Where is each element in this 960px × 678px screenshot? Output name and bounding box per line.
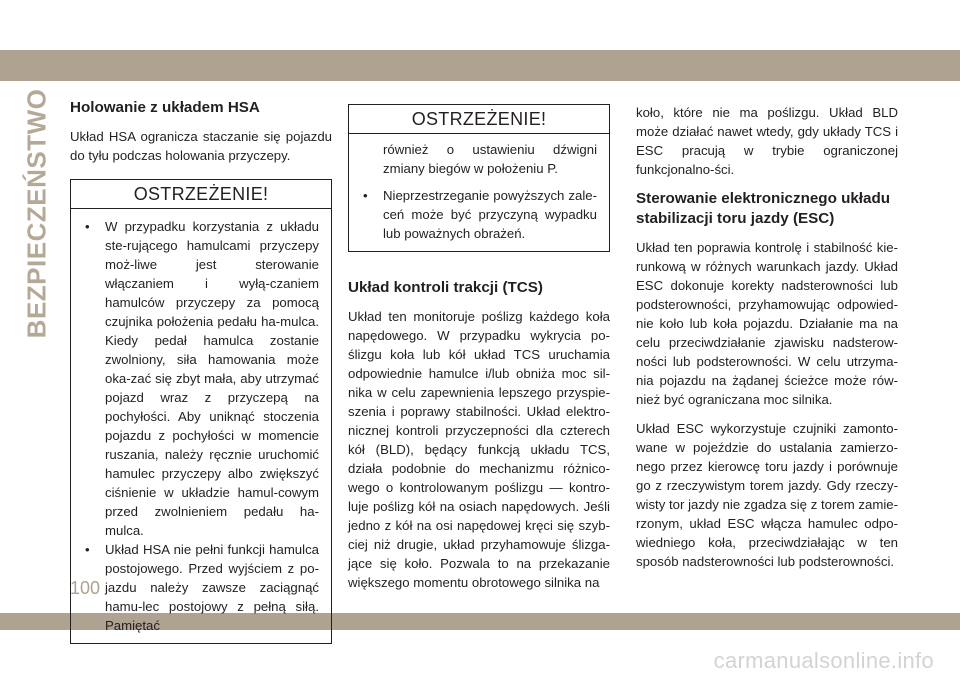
section-side-title [21,88,52,338]
page-number: 100 [70,578,101,598]
esc-paragraph-1: Układ ten poprawia kontrolę i stabilność kie-runkową w różnych warunkach jazdy. Układ ESC dokonuje korekty nadsterowności lub podsterowności, przyhamowując odpowied-nie koło lub koła pojazdu. Działanie ma na celu przeciwdziałanie zjawisku nadsterow-ności lub podsterowności. W celu utrzyma-nia pojazdu na żądanej ścieżce może rów-nież być ograniczana moc silnika. [636,240,898,407]
warning-continuation: również o ustawieniu dźwigni zmiany biegów w położeniu P. [383,142,597,176]
watermark: carmanualsonline.info [713,648,934,673]
warning-box-2 [348,104,610,252]
bullet-icon: • [85,219,90,234]
warning-title: OSTRZEŻENIE! [71,180,331,209]
column-1 [70,98,332,660]
bullet-icon: • [85,542,90,557]
esc-heading: Sterowanie elektronicznego układu stabilizacji toru jazdy (ESC) [636,190,891,227]
hsa-heading: Holowanie z układem HSA [70,99,260,116]
column-2 [348,104,610,602]
warning-list [349,186,609,251]
column-3 [636,103,898,581]
warning-item: • W przypadku korzystania z układu ste-rującego hamulcami przyczepy moż-liwe jest sterowanie włączaniem i wyłą-czaniem hamulców przyczepy za pomocą czujnika położenia pedału ha-mulca. Kiedy pedał hamulca zostanie zwolniony, siła hamowania może oka-zać się zbyt mała, aby utrzymać pojazd wraz z przyczepą na pochyłości. Aby uniknąć stoczenia pojazdu z pochyłości w momencie ruszania, należy ręcznie uruchomić hamulec przyczepy albo zwiększyć ciśnienie w układzie hamul-cowym przed zwolnieniem pedału ha-mulca. [85,219,319,538]
esc-paragraph-2: Układ ESC wykorzystuje czujniki zamonto-wane w pojeździe do ustalania zamierzo-nego przez kierowcę toru jazdy i porównuje go z rzeczywistym torem jazdy. Gdy rzeczy-wisty tor jazdy nie zgadza się z torem zamie-rzonym, układ ESC włącza hamulec odpo-wiedniego koła, przeciwdziałając w ten sposób nadsterowności lub podsterowności. [636,421,898,569]
warning-item: • Układ HSA nie pełni funkcji hamulca postojowego. Przed wyjściem z po-jazdu należy zawsze zaciągnąć hamu-lec postojowy z pełną siłą. Pamiętać [85,542,319,633]
bld-paragraph: koło, które nie ma poślizgu. Układ BLD może działać nawet wtedy, gdy układy TCS i ESC pracują w trybie ograniczonej funkcjonalno-ści. [636,105,898,177]
bullet-icon: • [363,188,368,203]
tcs-heading: Układ kontroli trakcji (TCS) [348,279,543,296]
tcs-paragraph: Układ ten monitoruje poślizg każdego koła napędowego. W przypadku wykrycia po-ślizgu koła lub kół układ TCS uruchamia odpowiednie hamulce i/lub obniża moc sil-nika w celu zapewnienia lepszego przyspie-szenia i poprawy stabilności. Układ elektro-nicznej kontroli przyczepności dla czterech kół (BLD), będący funkcją układu TCS, działa podobnie do mechanizmu różnico-wego o kontrolowanym poślizgu — kontro-luje poślizg kół na osiach napędowych. Jeśli jedno z kół na osi napędowej kręci się szyb-ciej niż drugie, układ przyhamowuje ślizga-jące się koło. Pozwala to na przekazanie większego momentu obrotowego silnika na [348,309,610,590]
warning-title: OSTRZEŻENIE! [349,105,609,134]
section-side-title-text: BEZPIECZEŃSTWO [21,88,52,338]
header-band [0,50,960,81]
warning-box-1 [70,179,332,644]
warning-item: • Nieprzestrzeganie powyższych zale-ceń może być przyczyną wypadku lub poważnych obrażeń. [363,188,597,241]
warning-list [71,209,331,643]
hsa-paragraph: Układ HSA ogranicza staczanie się pojazdu do tyłu podczas holowania przyczepy. [70,129,332,163]
